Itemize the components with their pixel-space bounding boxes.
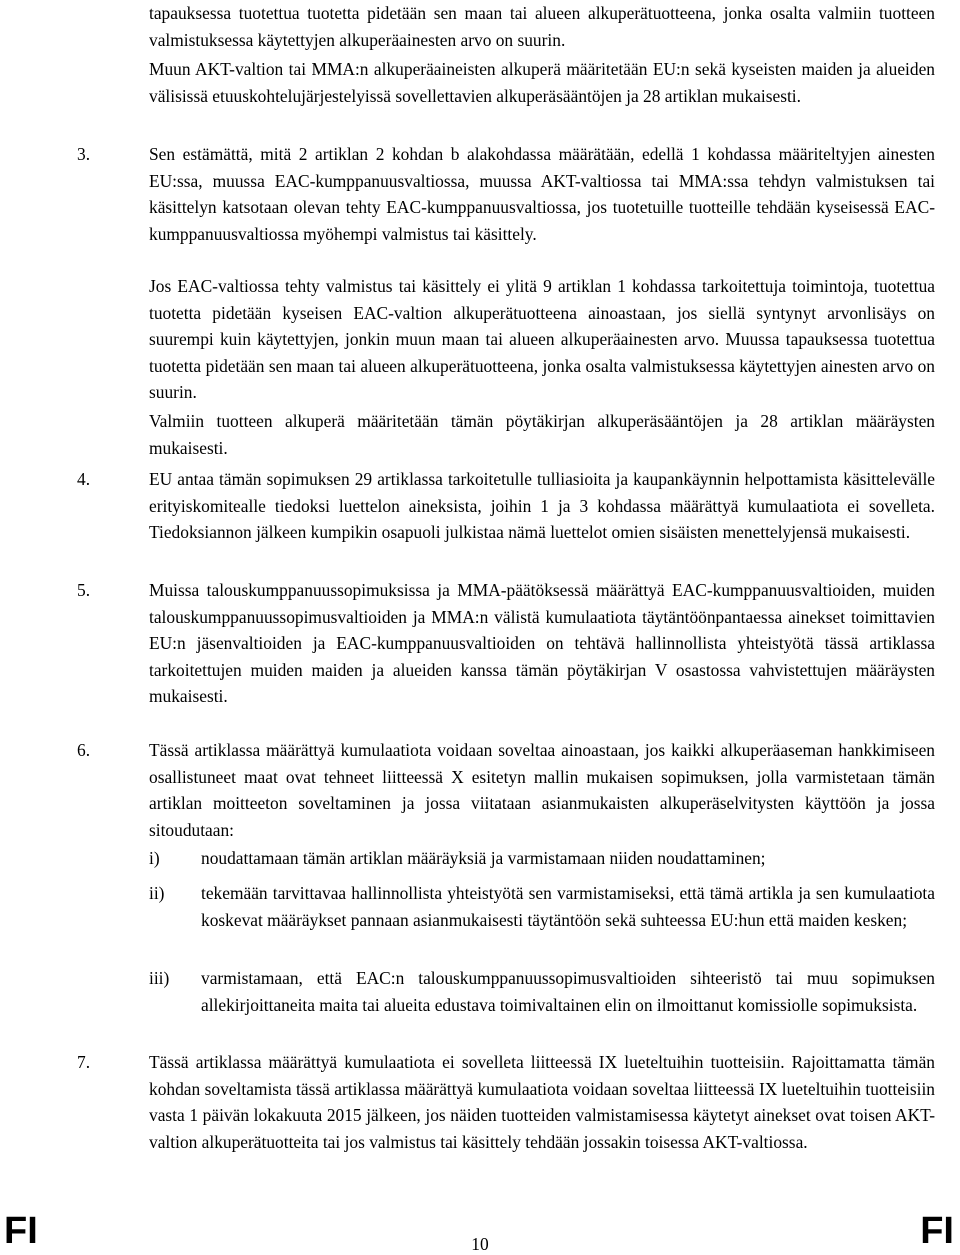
subitem-text-iii: varmistamaan, että EAC:n talouskumppanuussopimusvaltioiden sihteeristö tai muu sopimuksen allekirjoittaneita maita tai alueita edustava toimivaltainen elin on ilmoittanut komissiolle sopimuksista. (201, 968, 935, 1015)
paragraph-section-3: Sen estämättä, mitä 2 artiklan 2 kohdan b alakohdassa määrätään, edellä 1 kohdassa määriteltyjen ainesten EU:ssa, muussa EAC-kumppanuusvaltiossa, muussa AKT-valtiossa tai MMA:ssa tehdyn valmistuksen tai käsittelyn katsotaan olevan tehty EAC-kumppanuusvaltiossa, jos tuotetuille tuotteille tehdään kyseisessä EAC-kumppanuusvaltiossa myöhempi valmistus tai käsittely. (149, 144, 935, 244)
paragraph-section-7: Tässä artiklassa määrättyä kumulaatiota ei sovelleta liitteessä IX lueteltuihin tuotteisiin. Rajoittamatta tämän kohdan soveltamista tässä artiklassa määrättyä kumulaatiota voidaan soveltaa liitteessä IX lueteltuihin tuotteisiin vasta 1 päivän lokakuuta 2015 jälkeen, jos näiden tuotteiden valmistamisessa käytetyt ainekset ovat toisen AKT-valtion alkuperätuotteita tai jos valmistus tai käsittely tehdään jossakin toisessa AKT-valtiossa. (149, 1052, 935, 1152)
paragraph-muun-akt: Muun AKT-valtion tai MMA:n alkuperäaineisten alkuperä määritetään EU:n sekä kyseisten maiden ja alueiden välisissä etuuskohtelujärjestelyissä sovellettavien alkuperäsääntöjen ja 28 artiklan mukaisesti. (149, 59, 935, 106)
subitem-marker-iii: iii) (149, 968, 170, 988)
paragraph-section-5: Muissa talouskumppanuussopimuksissa ja MMA-päätöksessä määrättyä EAC-kumppanuusvaltioiden, muiden talouskumppanuussopimusvaltioiden ja MMA:n välistä kumulaatiota täytäntöönpantaessa ainekset toimittavien EU:n jäsenvaltioiden ja EAC-kumppanuusvaltioiden on tehtävä hallinnollista yhteistyötä tässä artiklassa tarkoitettujen muiden maiden ja alueiden kanssa tämän pöytäkirjan V osastossa vahvistettujen määräysten mukaisesti. (149, 580, 935, 707)
section-number-5: 5. (77, 580, 91, 600)
paragraph-section-3-second: Jos EAC-valtiossa tehty valmistus tai käsittely ei ylitä 9 artiklan 1 kohdassa tarkoitettuja toimintoja, tuotettua tuotetta pidetään kyseisen EAC-valtion alkuperätuotteena ainoastaan, jos siellä syntynyt arvonlisäys on suurempi kuin käytettyjen, jonkin muun maan tai alueen alkuperäainesten arvo. Muussa tapauksessa tuotettua tuotetta pidetään sen maan tai alueen alkuperätuotteena, jonka osalta valmistuksessa käytettyjen ainesten arvo on suurin. (149, 276, 935, 403)
subitem-text-ii: tekemään tarvittavaa hallinnollista yhteistyötä sen varmistamiseksi, että tämä artikla ja sen kumulaatiota koskevat määräykset pannaan asianmukaisesti täytäntöön sekä suhteessa EU:hun että maiden kesken; (201, 883, 935, 930)
section-number-3: 3. (77, 144, 91, 164)
section-number-4: 4. (77, 469, 91, 489)
paragraph-top-continuation: tapauksessa tuotettua tuotetta pidetään sen maan tai alueen alkuperätuotteena, jonka osalta valmiin tuotteen valmistuksessa käytettyjen alkuperäainesten arvo on suurin. (149, 3, 935, 50)
subitem-marker-i: i) (149, 848, 160, 868)
footer-language-left: FI (4, 1210, 38, 1252)
footer-language-right: FI (920, 1210, 954, 1252)
subitem-marker-ii: ii) (149, 883, 165, 903)
paragraph-section-3-third: Valmiin tuotteen alkuperä määritetään tämän pöytäkirjan alkuperäsääntöjen ja 28 artiklan määräysten mukaisesti. (149, 411, 935, 458)
subitem-text-i: noudattamaan tämän artiklan määräyksiä ja varmistamaan niiden noudattaminen; (201, 848, 766, 868)
section-number-6: 6. (77, 740, 91, 760)
footer-page-number: 10 (471, 1234, 489, 1254)
paragraph-section-4: EU antaa tämän sopimuksen 29 artiklassa tarkoitetulle tulliasioita ja kaupankäynnin helpottamista käsittelevälle erityiskomitealle tiedoksi luettelon aineksista, joihin 1 ja 3 kohdassa määrättyä kumulaatiota ei sovelleta. Tiedoksiannon jälkeen kumpikin osapuoli julkistaa nämä luettelot omien sisäisten menettelyjensä mukaisesti. (149, 469, 935, 543)
section-number-7: 7. (77, 1052, 91, 1072)
paragraph-section-6: Tässä artiklassa määrättyä kumulaatiota voidaan soveltaa ainoastaan, jos kaikki alkuperäaseman hankkimiseen osallistuneet maat ovat tehneet liitteessä X esitetyn mallin mukaisen sopimuksen, jolla varmistetaan tämän artiklan moitteeton soveltaminen ja jossa viitataan asianmukaisten alkuperäselvitysten käyttöön ja jossa sitoudutaan: (149, 740, 935, 840)
